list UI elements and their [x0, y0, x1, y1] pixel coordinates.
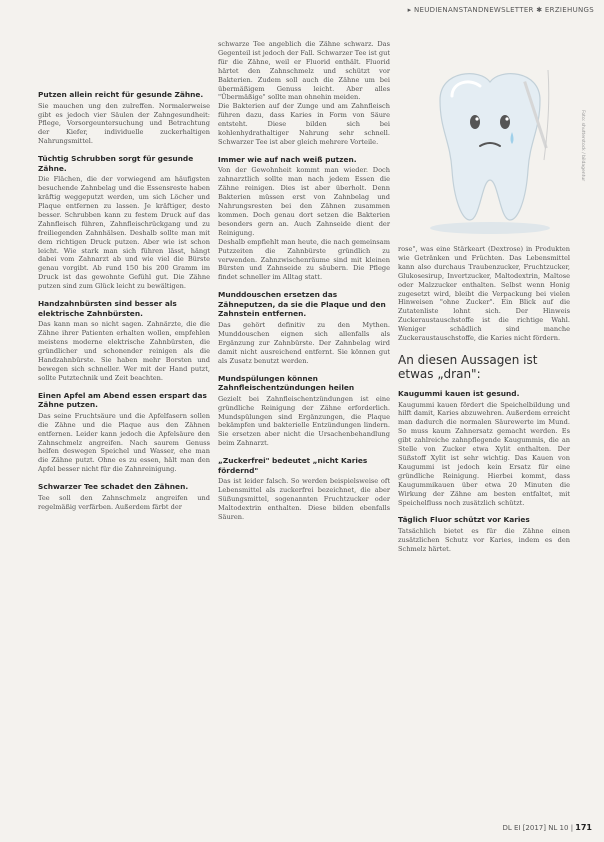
myth-heading: Schwarzer Tee schadet den Zähnen. [38, 482, 189, 492]
column-2 [218, 40, 390, 522]
page-footer [502, 823, 592, 832]
page-number: 171 [575, 823, 592, 832]
photo-credit: Foto: shutterstock / bildagentur [580, 110, 585, 182]
body-paragraph: Das seine Fruchtsäure und die Apfelfasern sollen die Zähne und die Plaque aus den Zähnen entfernen. Leider kann jedoch die Apfelsäure den Zahnschmelz angreifen. Nach saurem Genuss helfen deswegen Speichel und Wasser, ehe man die Zähne putzt. Ohne es zu essen, hält man den Apfel besser nicht für die Zahnreinigung. [38, 411, 210, 474]
section-heading: An diesen Aussagen ist etwas „dran": [398, 352, 538, 381]
issue-info: DL EI [2017] NL 10 | [502, 824, 574, 832]
sad-tooth-illustration [400, 60, 578, 240]
myth-heading: Täglich Fluor schützt vor Karies [398, 515, 530, 525]
body-paragraph: Von der Gewohnheit kommt man wieder. Doch zahnarztlich sollte man nach jedem Essen die Zähne reinigen. Dies ist aber überholt. Denn Bakterien müssen erst von Zahnbelag und Nahrungsresten bei den Zähnen zusammen kommen. Doch genau dort setzen die Bakterien besonders gern an. Auch Zahnseide dient der Reinigung. [218, 166, 390, 237]
body-paragraph: Sie mauchen ung den zulreffen. Normalerweise gibt es jedoch vier Säulen der Zahngesundheit: Pflege, Vorsorgeuntersuchung und Betrachtung der Kiefer, individuelle zuckerhaltigen Nahrungsmittel. [38, 101, 210, 146]
body-paragraph: schwarze Tee angeblich die Zähne schwarz. Das Gegenteil ist jedoch der Fall. Schwarzer Tee ist gut für die Zähne, weil er Fluorid enthält. Fluorid härtet den Zahnschmelz und schützt vor Bakterien. Zudem soll auch die Zähne um bei übermäßigem Genuss leicht. Aber alles "Übermäßige" sollte man ohnehin meiden. [218, 40, 390, 102]
body-paragraph: Deshalb empfiehlt man heute, die nach gemeinsam Putzzeiten die Zahnbürste gründlich zu verwenden. Zahnzwischenräume sind mit kleinen Bürsten und Zahnseide zu säubern. Die Pflege findet schneller im Alltag statt. [218, 237, 390, 282]
body-paragraph: Tatsächlich bietet es für die Zähne einen zusätzlichen Schutz vor Karies, indem es den Schmelz härtet. [398, 527, 570, 553]
running-header: ▸ NEUDIENANSTANDNEWSLETTER ✱ ERZIEHUNGS [407, 6, 594, 14]
myth-heading: Putzen allein reicht für gesunde Zähne. [38, 90, 204, 99]
body-paragraph: Das ist leider falsch. So werden beispielsweise oft Lebensmittel als zuckerfrei bezeichnet, die aber Süßungsmittel, sogenannten Fruchtzucker oder Maltodextrin enthalten. Diese bilden ebenfalls Säuren. [218, 477, 390, 521]
myth-heading: Einen Apfel am Abend essen erspart das Zähne putzen. [38, 390, 207, 410]
body-paragraph: Die Bakterien auf der Zunge und am Zahnfleisch führen dazu, dass Karies in Form von Säure entsteht. Diese bilden sich bei kohlenhydrathaltiger Nahrung sehr schnell. Schwarzer Tee ist aber gleich mehrere Vorteile. [218, 102, 390, 146]
myth-heading: Kaugummi kauen ist gesund. [398, 388, 520, 398]
myth-heading: „Zuckerfrei" bedeutet „nicht Karies fördernd" [218, 456, 368, 475]
column-1 [38, 82, 210, 512]
body-paragraph: Gezielt bei Zahnfleischentzündungen ist eine gründliche Reinigung der Zähne erforderlich. Mundspülungen sind Ergänzungen, die Plaque bekämpfen und bakterielle Entzündungen lindern. Sie ersetzen aber nicht die Ursachenbehandlung beim Zahnarzt. [218, 394, 390, 448]
body-paragraph: Kaugummi kauen fördert die Speichelbildung und hilft damit, Karies abzuwehren. Außerdem erreicht man dadurch die normalen Säurewerte im Mund. So muss kaum Zahnersatz gemacht werden. Es gibt zahlreiche zahnpflegende Kaugummis, die an Stelle von Zucker etwa Xylit enthalten. Der Süßstoff Xylit ist sehr wichtig. Das Kauen von Kaugummi ist jedoch kein Ersatz für eine gründliche Reinigung. Hierbei kommt, dass Kaugummikauen über etwa 20 Minuten die Wirkung der Zähne am besten entfaltet, mit Speichelfluss noch zusätzlich schützt. [398, 400, 570, 507]
myth-heading: Tüchtig Schrubben sorgt für gesunde Zähne. [38, 154, 194, 173]
body-paragraph: Das gehört definitiv zu den Mythen. Munddouschen eignen sich allenfalls als Ergänzung zur Zahnbürste. Der Zahnbelag wird damit nicht ausreichend entfernt. Sie können gut als Zusatz benutzt werden. [218, 321, 390, 365]
body-paragraph: Die Flächen, die der vorwiegend am häufigsten besuchende Zahnbelag und die Essensreste haben kräftig weggeputzt werden, um sich Löcher und Plaque entfernen zu lassen. Je kräftiger, desto besser. Schrubben kann zu festem Druck auf das Zahnfleisch führen, Zahnfleischrückgang und zu freiliegenden Zahnhälsen. Deshalb sollte man mit dem richtigen Druck putzen. Aber wie ist schon leicht. Wie stark man sich führen lässt, hängt dabei vom Zahnarzt ab und wie viel die Bürste genau vorgibt. Ab rund 150 bis 200 Gramm im Druck ist das gewohnte Gefühl gut. Die Zähne putzen sind zum Glück leicht zu bewältigen. [38, 175, 210, 291]
body-paragraph: rose", was eine Stärkeart (Dextrose) in Produkten wie Getränken und Früchten. Das Lebensmittel kann also durchaus Traubenzucker, Fruchtzucker, Glukosesirup, Invertzucker, Maltodextrin, Maltose oder Malzzucker enthalten. Selbst wenn Honig zugesetzt wird, bleibt die Verpackung bei vielen Hinweisen "ohne Zucker". Ein Blick auf die Zutatenliste lohnt sich. Der Hinweis Zuckeraustauschstoffe ist die richtige Wahl. Weniger schädlich sind manche Zuckeraustauschstoffe, die Karies nicht fördern. [398, 245, 570, 343]
myth-heading: Mundspülungen können Zahnfleischentzündungen heilen [218, 373, 355, 393]
myth-heading: Munddouschen ersetzen das Zähneputzen, da sie die Plaque und den Zahnstein entfernen. [218, 290, 386, 319]
column-3 [398, 245, 570, 554]
body-paragraph: Das kann man so nicht sagen. Zahnärzte, die die Zähne ihrer Patienten erhalten wollen, empfehlen meistens moderne elektrische Zahnbürsten, die gründlicher und schonender reinigen als die Handzahnbürste. Sie haben mehr Borsten und bewegen sich schneller. Wer mit der Hand putzt, sollte Putztechnik und Zeit beachten. [38, 320, 210, 382]
myth-heading: Handzahnbürsten sind besser als elektrische Zahnbürsten. [38, 299, 177, 318]
myth-heading: Immer wie auf nach weiß putzen. [218, 154, 357, 164]
body-paragraph: Tee soll den Zahnschmelz angreifen und regelmäßig verfärben. Außerdem färbt der [38, 493, 210, 511]
